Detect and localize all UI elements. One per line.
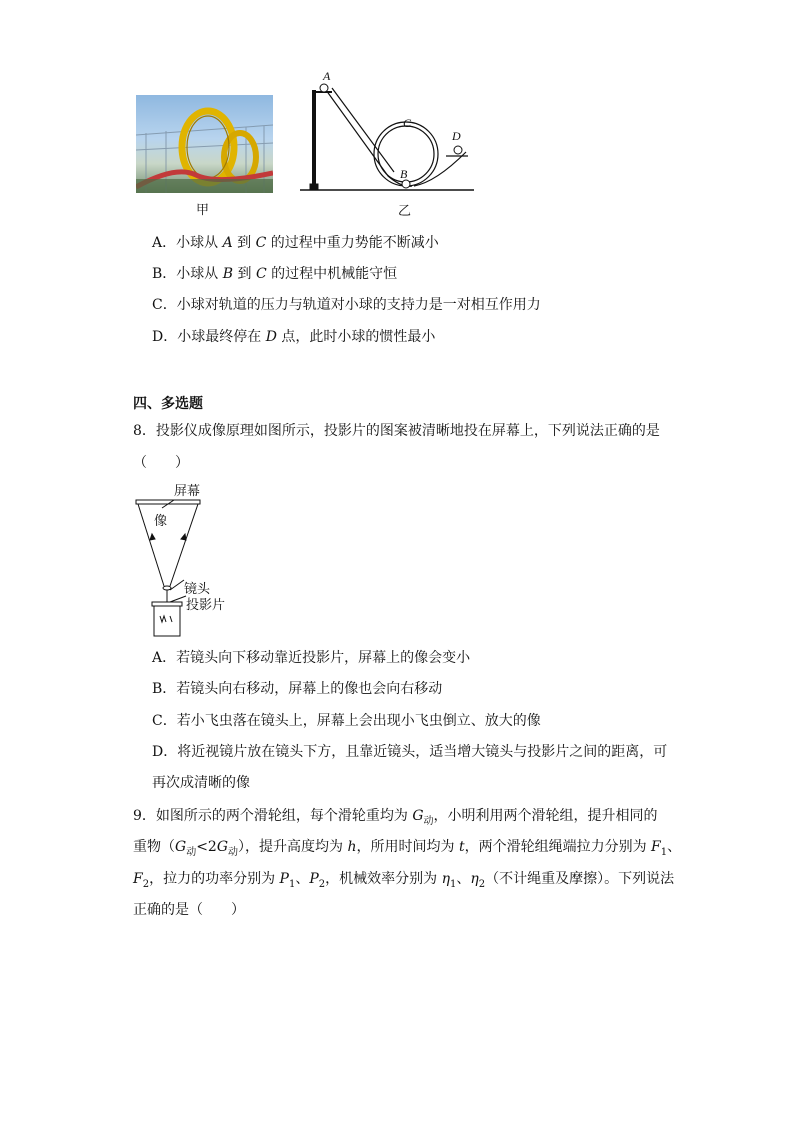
point-label-d: D xyxy=(452,129,461,143)
point-label-b: B xyxy=(400,167,408,181)
projector-box xyxy=(154,606,180,636)
figure-caption-jia: 甲 xyxy=(196,203,210,218)
figure-caption-yi: 乙 xyxy=(398,204,412,219)
q8-option-d: D．将近视镜片放在镜头下方，且靠近镜头，适当增大镜头与投影片之间的距离，可 xyxy=(152,744,668,760)
lens xyxy=(163,586,171,590)
light-source xyxy=(160,616,172,622)
loop-track-diagram xyxy=(296,70,478,200)
point-label-c: C xyxy=(403,116,412,130)
ball-at-a xyxy=(320,84,328,92)
section-title: 四、多选题 xyxy=(133,396,203,412)
q8-stem-line-1: 8．投影仪成像原理如图所示，投影片的图案被清晰地投在屏幕上，下列说法正确的是 xyxy=(133,423,660,439)
slide xyxy=(152,602,182,606)
ray-right xyxy=(170,504,198,586)
ball-at-d xyxy=(454,146,462,154)
q8-option-b: B．若镜头向右移动，屏幕上的像也会向右移动 xyxy=(152,681,443,697)
label-screen: 屏幕 xyxy=(174,484,201,499)
leader-lens xyxy=(170,580,184,590)
q7-option-a: A．小球从 A 到 C 的过程中重力势能不断减小 xyxy=(152,235,439,251)
q7-option-b: B．小球从 B 到 C 的过程中机械能守恒 xyxy=(152,266,398,282)
label-lens: 镜头 xyxy=(184,582,211,597)
label-slide: 投影片 xyxy=(186,598,226,613)
q9-stem-line-4: 正确的是（ ） xyxy=(133,902,245,918)
point-label-a: A xyxy=(323,70,331,83)
q7-option-c: C．小球对轨道的压力与轨道对小球的支持力是一对相互作用力 xyxy=(152,297,541,313)
exit-rail xyxy=(414,152,466,186)
q8-stem-line-2: （ ） xyxy=(133,455,189,471)
roller-coaster-drawing xyxy=(136,95,273,193)
q8-option-c: C．若小飞虫落在镜头上，屏幕上会出现小飞虫倒立、放大的像 xyxy=(152,713,541,729)
projector-diagram xyxy=(130,478,240,640)
q9-stem-line-3: $F_2$，拉力的功率分别为 $P_1$、$P_2$，机械效率分别为 $\eta_1$、$\eta_2$（不计绳重及摩擦）。下列说法 xyxy=(133,871,675,890)
arrow-left xyxy=(150,534,155,540)
q9-stem-line-2: 重物$(G_动<2G_动)$，提升高度均为 h，所用时间均为 t，两个滑轮组绳端拉力分别为 $F_1$、 xyxy=(133,839,682,858)
q7-option-d: D．小球最终停在 D 点，此时小球的惯性最小 xyxy=(152,329,436,345)
label-image: 像 xyxy=(154,514,168,529)
q8-option-d-continued: 再次成清晰的像 xyxy=(152,775,250,791)
q8-option-a: A．若镜头向下移动靠近投影片，屏幕上的像会变小 xyxy=(152,650,471,666)
arrow-right xyxy=(181,534,186,540)
ball-at-b xyxy=(402,180,410,188)
q9-stem-line-1: 9．如图所示的两个滑轮组，每个滑轮重均为 $G_动$，小明利用两个滑轮组，提升相同的 xyxy=(133,808,658,827)
stand-base xyxy=(310,184,318,190)
roller-coaster-photo xyxy=(136,95,273,193)
